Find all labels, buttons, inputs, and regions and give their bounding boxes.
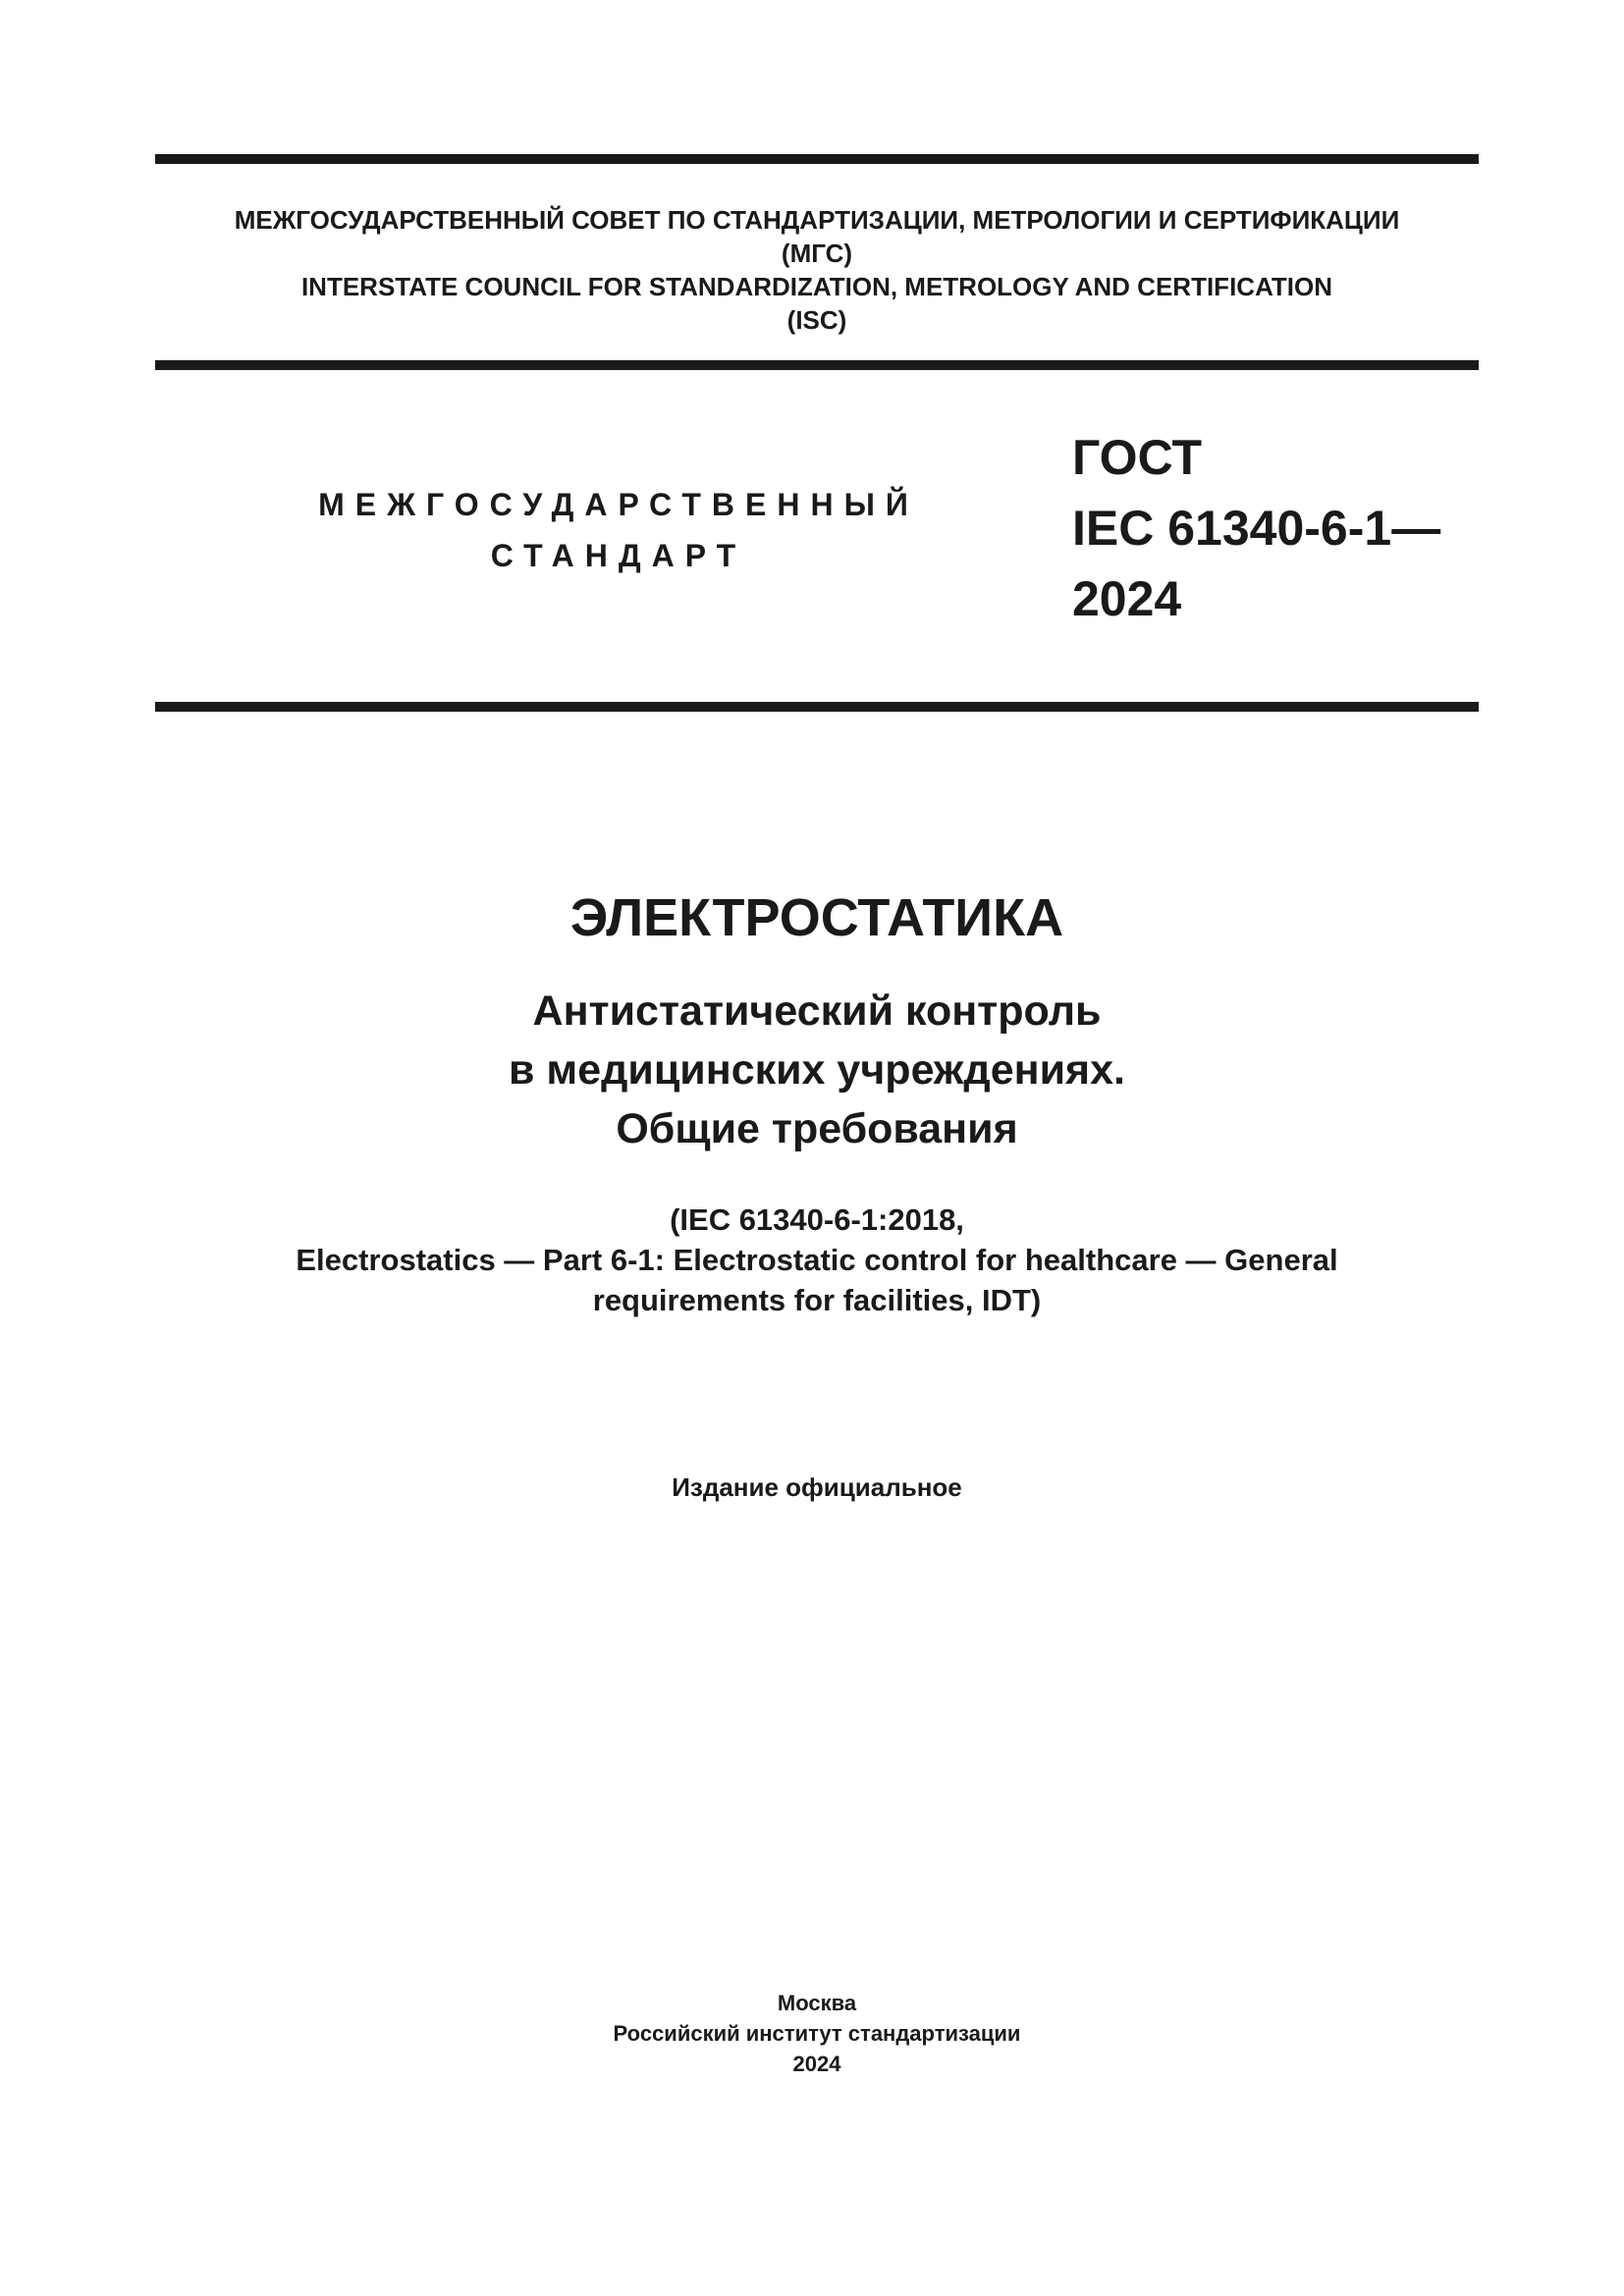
middle-divider (155, 360, 1479, 370)
subtitle-line-2: в медицинских учреждениях. (509, 1046, 1125, 1094)
iec-reference (155, 1200, 1479, 1320)
bottom-divider (155, 702, 1479, 712)
council-header (155, 203, 1479, 337)
standard-kind (295, 479, 943, 581)
designation-line-1: ГОСТ (1072, 430, 1202, 485)
reference-line-1: (IEC 61340-6-1:2018, (670, 1202, 964, 1237)
standard-kind-line-2: СТАНДАРТ (490, 538, 747, 573)
document-title: ЭЛЕКТРОСТАТИКА (569, 888, 1064, 947)
standard-designation (1072, 422, 1440, 634)
document-subtitle (155, 982, 1479, 1158)
subtitle-line-3: Общие требования (616, 1105, 1018, 1152)
council-name-en: INTERSTATE COUNCIL FOR STANDARDIZATION, METROLOGY AND CERTIFICATION (300, 272, 1333, 301)
reference-line-3: requirements for facilities, IDT) (592, 1283, 1042, 1317)
designation-line-3: 2024 (1072, 571, 1182, 626)
edition-label: Издание официальное (672, 1472, 962, 1502)
standard-kind-line-1: МЕЖГОСУДАРСТВЕННЫЙ (318, 487, 919, 522)
council-name-ru: МЕЖГОСУДАРСТВЕННЫЙ СОВЕТ ПО СТАНДАРТИЗАЦИИ, МЕТРОЛОГИИ И СЕРТИФИКАЦИИ (234, 205, 1400, 235)
subtitle-line-1: Антистатический контроль (532, 988, 1102, 1035)
imprint-year: 2024 (792, 2052, 841, 2076)
council-abbr-ru: (МГС) (781, 239, 853, 268)
council-abbr-en: (ISC) (786, 305, 847, 335)
imprint-publisher: Российский институт стандартизации (613, 2021, 1021, 2046)
imprint-city: Москва (777, 1991, 857, 2015)
designation-line-2: IEC 61340-6-1— (1072, 501, 1441, 556)
reference-line-2: Electrostatics — Part 6-1: Electrostatic control for healthcare — General (296, 1243, 1338, 1277)
imprint (155, 1988, 1479, 2079)
top-divider (155, 154, 1479, 164)
